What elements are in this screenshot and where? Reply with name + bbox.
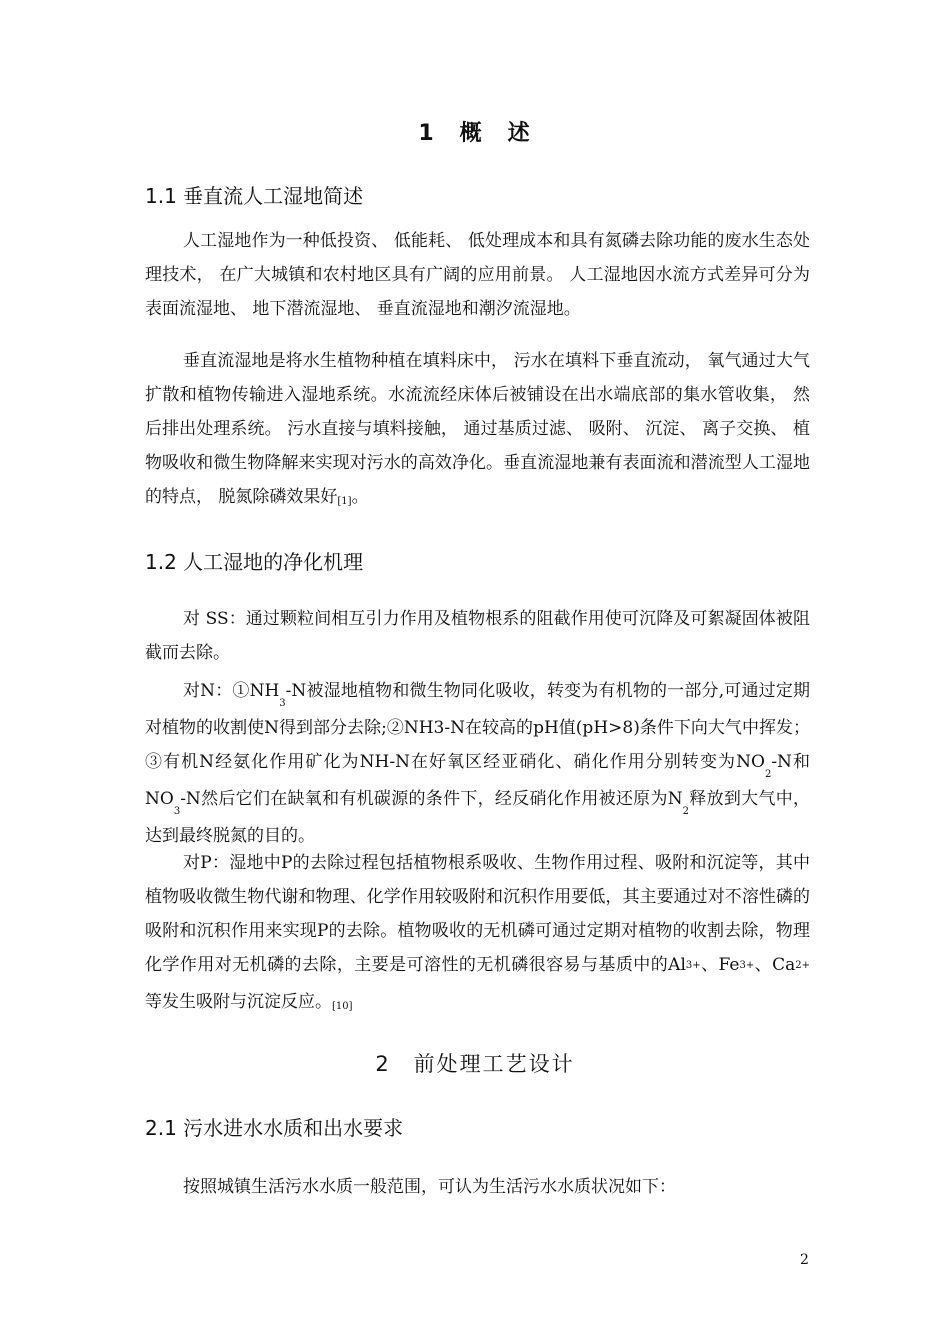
paragraph-2-1: 按照城镇生活污水水质一般范围，可认为生活污水水质状况如下： bbox=[183, 1177, 676, 1197]
n-subscript-3a: 3 bbox=[279, 698, 286, 709]
n-text-b: -N被湿地植物和微生物同化吸收，转变为有机物的一部分,可通过定期对植物的收割使N得到部分去除;②NH3-N在较高的pH值(pH>8)条件下向大气中挥发；③有机N经氨化作用矿化为NH-N在好氧区经亚硝化、硝化作用分别转变为NO bbox=[145, 681, 811, 772]
paragraph-1-1-a: 人工湿地作为一种低投资、 低能耗、 低处理成本和具有氮磷去除功能的废水生态处理技术， 在广大城镇和农村地区具有广阔的应用前景。 人工湿地因水流方式差异可分为表面流湿地、 地下潜流湿地、 垂直流湿地和潮汐流湿地。 bbox=[145, 231, 810, 319]
section-1-title: 1 概 述 bbox=[418, 121, 532, 146]
p-superscript-fe: 3+ bbox=[739, 960, 755, 971]
n-text-d: -N然后它们在缺氧和有机碳源的条件下，经反硝化作用被还原为N bbox=[180, 789, 683, 809]
p-superscript-ca: 2+ bbox=[795, 960, 810, 971]
n-text-e: 释放到大气中，达到最终脱氮的目的。 bbox=[145, 789, 811, 846]
p-text-a: 对P：湿地中P的去除过程包括植物根系吸收、生物作用过程、吸附和沉淀等，其中植物吸收微生物代谢和物理、化学作用较吸附和沉积作用要低，其主要通过对不溶性磷的吸附和沉积作用来实现P的去除。植物吸收的无机磷可通过定期对植物的收割去除，物理化学作用对无机磷的去除，主要是可溶性的无机磷很容易与基质中的Al bbox=[145, 853, 810, 975]
p-text-b: 、Fe bbox=[700, 955, 740, 975]
n-subscript-2b: 2 bbox=[682, 806, 690, 817]
paragraph-1-1-b-text: 垂直流湿地是将水生植物种植在填料床中， 污水在填料下垂直流动， 氧气通过大气扩散和植物传输进入湿地系统。水流流经床体后被铺设在出水端底部的集水管收集， 然后排出处理系统。 污水直接与填料接触， 通过基质过滤、 吸附、 沉淀、 离子交换、 植物吸收和微生物降解来实现对污水的高效净化。垂直流湿地兼有表面流和潜流型人工湿地的特点， 脱氮除磷效果好 bbox=[145, 351, 810, 507]
paragraph-ss: 对 SS：通过颗粒间相互引力作用及植物根系的阻截作用使可沉降及可絮凝固体被阻截而去除。 bbox=[145, 609, 810, 663]
p-text-d: 等发生吸附与沉淀反应。 bbox=[145, 992, 332, 1012]
section-2-title: 2 前处理工艺设计 bbox=[375, 1052, 575, 1076]
citation-ref-1: [1] bbox=[337, 496, 352, 507]
n-text-a: 对N：①NH bbox=[183, 681, 280, 701]
p-text-c: 、Ca bbox=[754, 955, 796, 975]
section-1-2-heading: 1.2 人工湿地的净化机理 bbox=[145, 550, 364, 574]
paragraph-phosphorus bbox=[145, 846, 810, 1022]
section-1-1-heading: 1.1 垂直流人工湿地简述 bbox=[145, 184, 364, 208]
paragraph-1-1-b bbox=[145, 344, 810, 517]
n-subscript-2a: 2 bbox=[764, 769, 772, 780]
n-subscript-3b: 3 bbox=[173, 806, 181, 817]
paragraph-nitrogen bbox=[145, 674, 810, 853]
n-text-c: -N和NO bbox=[145, 752, 810, 809]
p-superscript-al: 3+ bbox=[685, 960, 701, 971]
paragraph-1-1-b-end: 。 bbox=[351, 487, 369, 507]
page-number: 2 bbox=[800, 1252, 809, 1268]
citation-ref-10: [10] bbox=[332, 1001, 353, 1012]
section-2-1-heading: 2.1 污水进水水质和出水要求 bbox=[145, 1116, 404, 1140]
